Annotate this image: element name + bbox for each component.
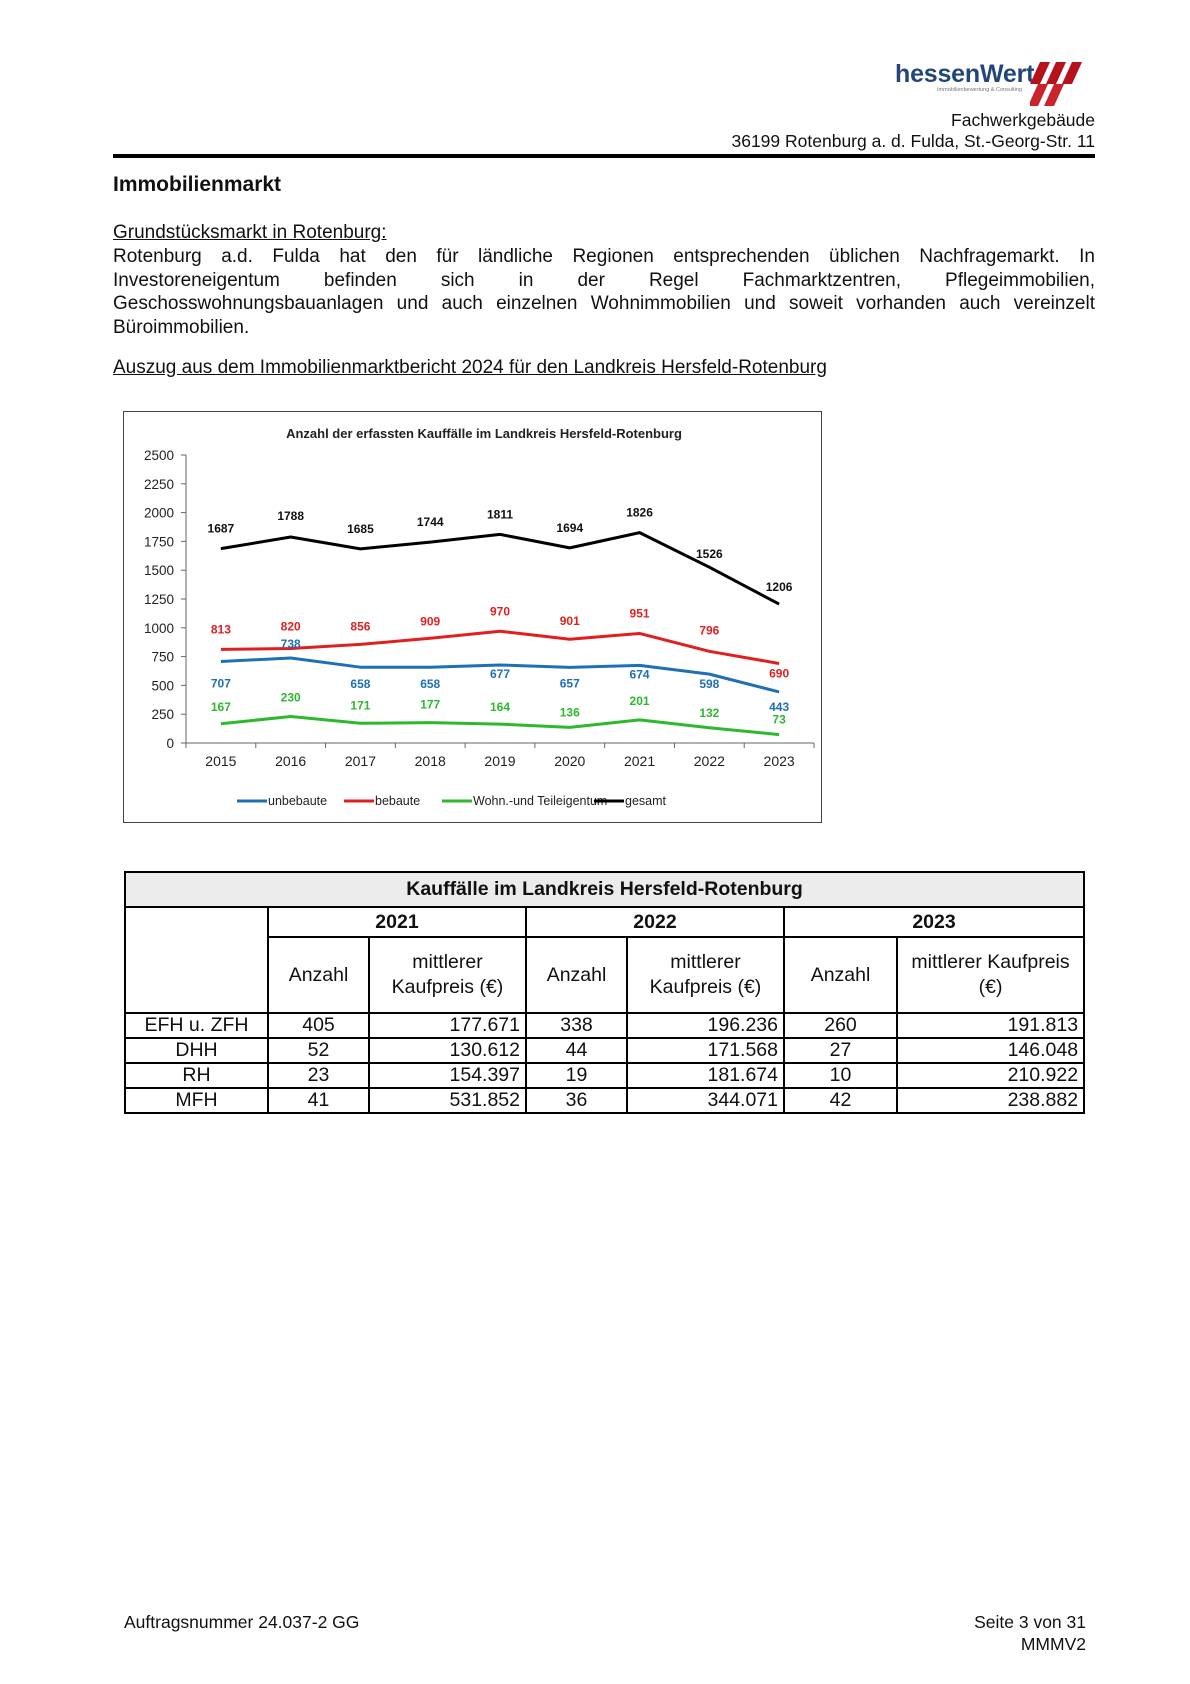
count-cell: 36 (526, 1088, 627, 1113)
table-row (125, 1038, 1084, 1063)
header-divider (113, 154, 1095, 158)
logo-tagline: Immobilienbewertung & Consulting (937, 87, 1022, 93)
price-cell: 171.568 (627, 1038, 784, 1063)
table-row (125, 1063, 1084, 1088)
data-label: 657 (559, 676, 580, 691)
price-cell: 154.397 (369, 1063, 526, 1088)
data-label: 901 (559, 614, 580, 629)
x-tick-label: 2020 (554, 753, 586, 769)
data-label: 1687 (207, 521, 235, 536)
price-cell: 130.612 (369, 1038, 526, 1063)
table-title: Kauffälle im Landkreis Hersfeld-Rotenburg (125, 872, 1084, 907)
y-tick-label: 250 (151, 707, 174, 723)
price-cell: 177.671 (369, 1013, 526, 1038)
data-label: 658 (350, 677, 371, 692)
x-tick-label: 2019 (484, 753, 516, 769)
price-cell: 238.882 (897, 1088, 1084, 1113)
data-label: 707 (210, 676, 231, 691)
x-tick-label: 2017 (344, 753, 377, 769)
col-count-header: Anzahl (526, 937, 627, 1013)
data-label: 1826 (626, 505, 653, 520)
legend-label: gesamt (625, 794, 666, 808)
price-cell: 146.048 (897, 1038, 1084, 1063)
col-count-header: Anzahl (268, 937, 369, 1013)
price-cell: 531.852 (369, 1088, 526, 1113)
y-tick-label: 1000 (143, 620, 174, 636)
data-label: 598 (699, 677, 720, 692)
count-cell: 44 (526, 1038, 627, 1063)
count-cell: 23 (268, 1063, 369, 1088)
count-cell: 10 (784, 1063, 897, 1088)
property-title: Fachwerkgebäude (951, 110, 1095, 130)
count-cell: 41 (268, 1088, 369, 1113)
chart-title: Anzahl der erfassten Kauffälle im Landkreis Hersfeld-Rotenburg (286, 426, 682, 441)
data-label: 443 (769, 699, 790, 714)
data-label: 177 (420, 697, 441, 712)
market-subheading: Grundstücksmarkt in Rotenburg: (113, 222, 387, 243)
x-tick-label: 2015 (205, 753, 237, 769)
price-cell: 196.236 (627, 1013, 784, 1038)
count-cell: 42 (784, 1088, 897, 1113)
x-tick-label: 2023 (763, 753, 795, 769)
data-label: 201 (629, 693, 650, 708)
row-type: MFH (125, 1088, 268, 1113)
source-heading: Auszug aus dem Immobilienmarktbericht 2024 für den Landkreis Hersfeld-Rotenburg (113, 357, 827, 378)
col-price-header: mittlerer Kaufpreis (€) (627, 937, 784, 1013)
y-tick-label: 1250 (143, 592, 174, 607)
order-number: Auftragsnummer 24.037-2 GG (124, 1612, 360, 1632)
logo-name: hessenWert (895, 60, 1035, 88)
count-cell: 260 (784, 1013, 897, 1038)
y-tick-label: 1750 (143, 534, 174, 550)
data-label: 1788 (277, 509, 305, 524)
col-price-header: mittlerer Kaufpreis (€) (369, 937, 526, 1013)
year-header: 2021 (268, 907, 526, 937)
data-label: 164 (489, 700, 511, 715)
x-tick-label: 2018 (414, 753, 446, 769)
sales-table (124, 871, 1085, 1114)
x-tick-label: 2021 (623, 753, 656, 769)
count-cell: 405 (268, 1013, 369, 1038)
data-label: 1685 (347, 521, 374, 536)
data-label: 1206 (765, 580, 793, 595)
data-label: 820 (280, 619, 301, 634)
x-tick-label: 2016 (275, 753, 307, 769)
col-count-header: Anzahl (784, 937, 897, 1013)
row-type: DHH (125, 1038, 268, 1063)
data-label: 73 (772, 712, 786, 727)
y-tick-label: 0 (166, 736, 174, 751)
y-tick-label: 2250 (143, 476, 174, 492)
year-header: 2023 (784, 907, 1084, 937)
y-tick-label: 500 (151, 678, 174, 694)
sales-chart (123, 411, 822, 823)
data-label: 1694 (556, 520, 584, 535)
section-heading: Immobilienmarkt (113, 173, 282, 196)
col-price-header: mittlerer Kaufpreis (€) (897, 937, 1084, 1013)
row-type: EFH u. ZFH (125, 1013, 268, 1038)
data-label: 856 (350, 619, 371, 634)
data-label: 167 (210, 699, 231, 714)
data-label: 230 (280, 690, 301, 705)
price-cell: 344.071 (627, 1088, 784, 1113)
data-label: 796 (699, 623, 720, 638)
market-paragraph: Rotenburg a.d. Fulda hat den für ländliche Regionen entsprechenden üblichen Nachfragemarkt. In Investoreneigentum befinden sich in der Regel Fachmarktzentren, Pflegeimmobilien, Geschosswohnungsbauanlagen und auch einzelnen Wohnimmobilien und soweit vorhanden auch vereinzelt Büroimmobilien. (113, 246, 1095, 338)
row-type: RH (125, 1063, 268, 1088)
price-cell: 210.922 (897, 1063, 1084, 1088)
y-tick-label: 2500 (143, 448, 174, 463)
data-label: 738 (280, 636, 301, 651)
y-tick-label: 750 (151, 649, 174, 665)
count-cell: 52 (268, 1038, 369, 1063)
legend-label: unbebaute (268, 794, 328, 808)
document-version: MMMV2 (1020, 1634, 1086, 1654)
data-label: 970 (489, 604, 511, 619)
data-label: 658 (420, 677, 441, 692)
data-label: 813 (210, 622, 231, 637)
legend-label: bebaute (375, 794, 421, 808)
data-label: 677 (489, 667, 511, 682)
logo-stripes-icon (1030, 62, 1090, 106)
table-row (125, 1088, 1084, 1113)
data-label: 690 (769, 666, 790, 681)
data-label: 1744 (416, 515, 444, 530)
page-number: Seite 3 von 31 (974, 1612, 1086, 1632)
price-cell: 181.674 (627, 1063, 784, 1088)
data-label: 171 (350, 698, 371, 713)
data-label: 1811 (486, 507, 514, 522)
series-line (221, 533, 779, 604)
data-label: 132 (699, 705, 720, 720)
data-label: 136 (559, 705, 580, 720)
company-logo (895, 60, 1095, 108)
table-corner-cell (125, 907, 268, 1013)
x-tick-label: 2022 (693, 753, 725, 769)
series-line (221, 717, 779, 735)
data-label: 1526 (695, 547, 723, 562)
data-label: 909 (420, 614, 441, 629)
year-header: 2022 (526, 907, 784, 937)
data-label: 951 (629, 606, 650, 621)
data-label: 674 (629, 667, 650, 682)
price-cell: 191.813 (897, 1013, 1084, 1038)
property-address: 36199 Rotenburg a. d. Fulda, St.-Georg-Str. 11 (731, 131, 1095, 151)
count-cell: 27 (784, 1038, 897, 1063)
legend-label: Wohn.-und Teileigentum (473, 794, 608, 808)
sales-chart-svg (124, 412, 821, 822)
table-row (125, 1013, 1084, 1038)
y-tick-label: 2000 (143, 505, 174, 521)
y-tick-label: 1500 (143, 563, 174, 579)
count-cell: 338 (526, 1013, 627, 1038)
count-cell: 19 (526, 1063, 627, 1088)
